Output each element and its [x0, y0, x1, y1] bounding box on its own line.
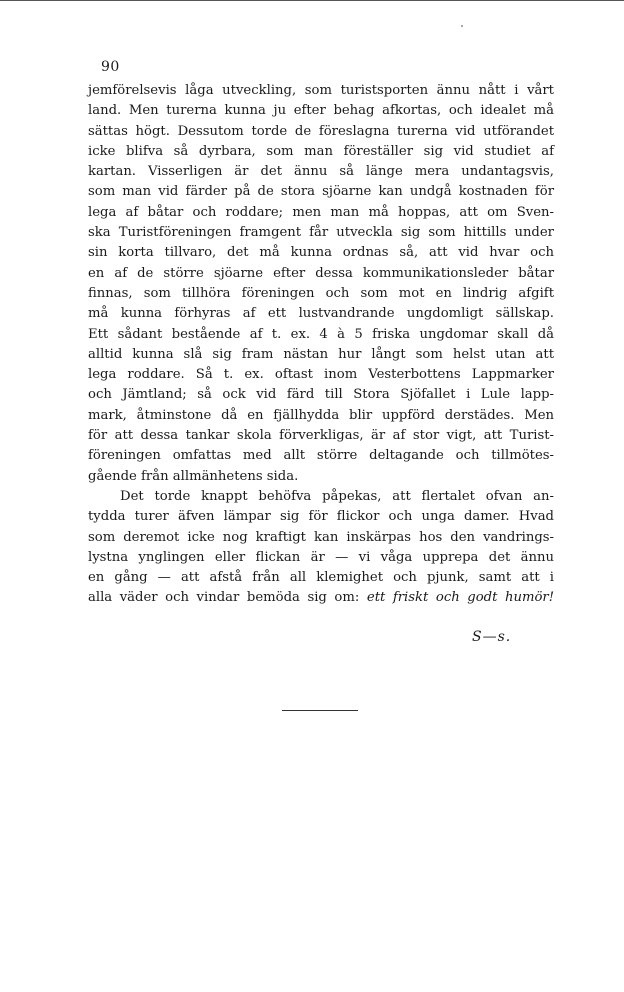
- text-line: land. Men turerna kunna ju efter behag afkortas, och idealet må: [88, 103, 554, 119]
- text-line: för att dessa tankar skola förverkligas, är af stor vigt, att Turist-: [88, 428, 554, 444]
- text-line: icke blifva så dyrbara, som man föreställer sig vid studiet af: [88, 143, 554, 159]
- text-line: mark, åtminstone då en fjällhydda blir uppförd derstädes. Men: [88, 407, 554, 423]
- end-rule: [282, 710, 358, 711]
- body-text: [88, 81, 554, 609]
- text-line: jemförelsevis låga utveckling, som turistsporten ännu nått i vårt: [88, 83, 554, 98]
- closing-plain-text: alla väder och vindar bemöda sig om:: [88, 590, 367, 606]
- text-line: lega af båtar och roddare; men man må hoppas, att om Sven-: [88, 204, 554, 220]
- text-line: Ett sådant bestående af t. ex. 4 à 5 friska ungdomar skall då: [88, 326, 554, 342]
- text-line: alltid kunna slå sig fram nästan hur långt som helst utan att: [88, 346, 554, 362]
- text-line: och Jämtland; så ock vid färd till Stora Sjöfallet i Lule lapp-: [88, 387, 554, 403]
- closing-line: [88, 588, 554, 608]
- text-line: tydda turer äfven lämpar sig för flickor och unga damer. Hvad: [88, 509, 554, 525]
- text-line: må kunna förhyras af ett lustvandrande ungdomligt sällskap.: [88, 306, 554, 322]
- text-line: som man vid färder på de stora sjöarne kan undgå kostnaden för: [88, 184, 554, 200]
- scan-speck: [461, 25, 463, 27]
- paragraph-1: [88, 81, 554, 487]
- text-line: finnas, som tillhöra föreningen och som mot en lindrig afgift: [88, 285, 554, 301]
- text-line: som deremot icke nog kraftigt kan inskärpas hos den vandrings-: [88, 529, 554, 545]
- paragraph-2: [88, 487, 554, 609]
- text-line: sin korta tillvaro, det må kunna ordnas så, att vid hvar och: [88, 245, 554, 261]
- text-line: gående från allmänhetens sida.: [88, 468, 299, 484]
- text-line: Det torde knappt behöfva påpekas, att flertalet ofvan an-: [120, 488, 554, 504]
- text-line: ska Turistföreningen framgent får utveckla sig som hittills under: [88, 225, 554, 241]
- text-line: lega roddare. Så t. ex. oftast inom Vesterbottens Lappmarker: [88, 367, 554, 383]
- text-line: kartan. Visserligen är det ännu så länge mera undantagsvis,: [88, 164, 554, 180]
- author-signature: S—s.: [472, 629, 512, 645]
- text-line: en af de större sjöarne efter dessa kommunikationsleder båtar: [88, 265, 554, 281]
- closing-italic-text: ett friskt och godt humör!: [366, 590, 554, 606]
- text-line: en gång — att afstå från all klemighet och pjunk, samt att i: [88, 570, 554, 586]
- text-line: lystna ynglingen eller flickan är — vi våga upprepa det ännu: [88, 549, 554, 565]
- top-border-rule: [0, 0, 624, 1]
- text-line: föreningen omfattas med allt större deltagande och tillmötes-: [88, 448, 554, 464]
- page-number: 90: [101, 59, 120, 75]
- text-line: sättas högt. Dessutom torde de föreslagna turerna vid utförandet: [88, 123, 554, 139]
